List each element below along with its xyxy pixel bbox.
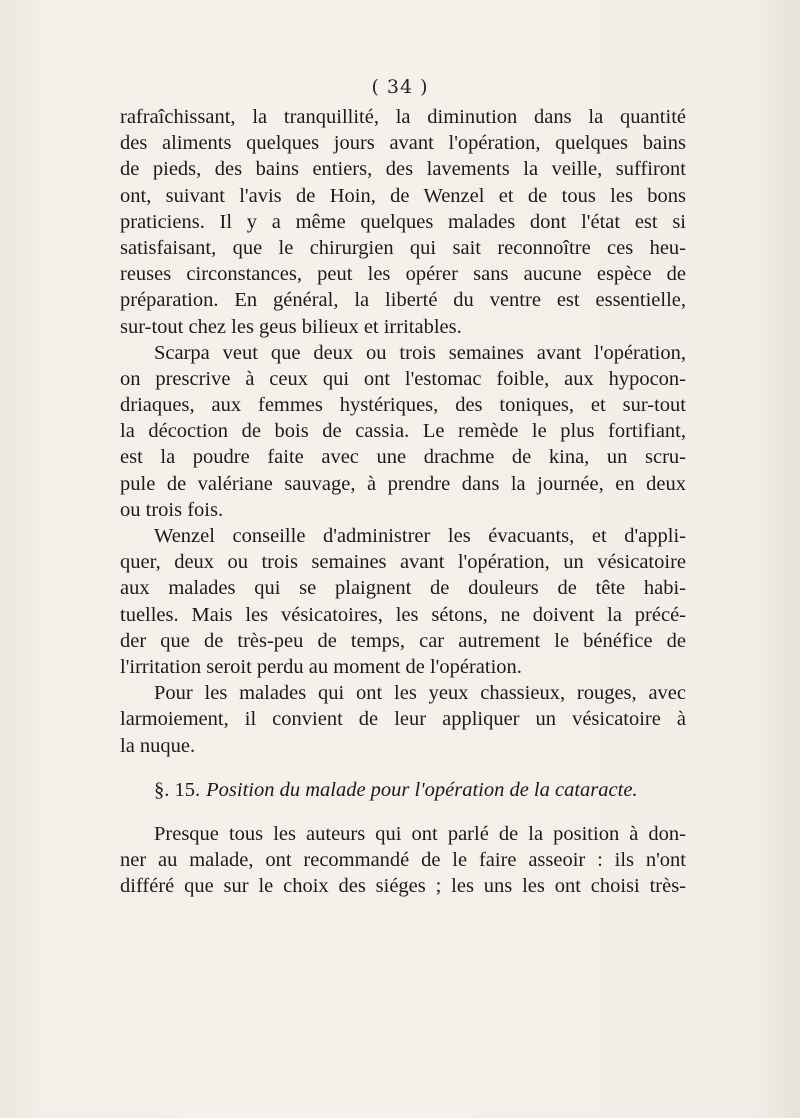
text-line: la nuque.	[120, 734, 196, 757]
text-line: driaques, aux femmes hystériques, des toniques, et sur-tout	[120, 394, 686, 417]
text-line: Scarpa veut que deux ou trois semaines avant l'opération,	[154, 341, 686, 364]
text-line: rafraîchissant, la tranquillité, la diminution dans la quantité	[120, 106, 686, 128]
paragraph-position	[120, 821, 686, 900]
text-line: des aliments quelques jours avant l'opération, quelques bains	[120, 132, 686, 155]
section-title: Position du malade pour l'opération de la cataracte.	[206, 778, 638, 801]
spacer	[120, 803, 686, 821]
text-line: est la poudre faite avec une drachme de kina, un scru-	[120, 446, 686, 469]
text-line: Presque tous les auteurs qui ont parlé de la position à don-	[154, 822, 686, 845]
text-line: Pour les malades qui ont les yeux chassieux, rouges, avec	[154, 682, 686, 705]
spacer	[120, 759, 686, 777]
paragraph-chassieux	[120, 680, 686, 759]
text-line: quer, deux ou trois semaines avant l'opération, un vésicatoire	[120, 551, 686, 574]
paragraph-scarpa	[120, 340, 686, 523]
text-line: la décoction de bois de cassia. Le remède le plus fortifiant,	[120, 420, 686, 443]
text-line: préparation. En général, la liberté du ventre est essentielle,	[120, 289, 686, 312]
text-line: on prescrive à ceux qui ont l'estomac foible, aux hypocon-	[120, 367, 686, 390]
text-line: pule de valériane sauvage, à prendre dans la journée, en deux	[120, 472, 686, 495]
text-line: l'irritation seroit perdu au moment de l'opération.	[120, 655, 522, 678]
text-line: différé que sur le choix des siéges ; les uns les ont choisi très-	[120, 875, 686, 898]
text-line: ner au malade, ont recommandé de le faire asseoir : ils n'ont	[120, 849, 686, 872]
text-line: sur-tout chez les geus bilieux et irritables.	[120, 315, 462, 338]
text-line: ont, suivant l'avis de Hoin, de Wenzel et de tous les bons	[120, 184, 686, 207]
text-line: reuses circonstances, peut les opérer sans aucune espèce de	[120, 263, 686, 286]
text-line: de pieds, des bains entiers, des lavements la veille, suffiront	[120, 158, 686, 181]
text-line: Wenzel conseille d'administrer les évacuants, et d'appli-	[154, 525, 686, 547]
text-line: larmoiement, il convient de leur appliquer un vésicatoire à	[120, 708, 686, 731]
text-line: ou trois fois.	[120, 498, 224, 521]
text-line: der que de très-peu de temps, car autrement le bénéfice de	[120, 629, 686, 652]
section-number: §. 15.	[154, 778, 201, 801]
text-line: satisfaisant, que le chirurgien qui sait reconnoître ces heu-	[120, 236, 686, 259]
body-text	[120, 104, 686, 899]
text-line: aux malades qui se plaignent de douleurs de tête habi-	[120, 577, 686, 600]
section-heading	[120, 777, 686, 803]
page-number: ( 34 )	[371, 76, 429, 98]
text-line: praticiens. Il y a même quelques malades dont l'état est si	[120, 210, 686, 233]
paragraph-wenzel	[120, 523, 686, 680]
text-line: tuelles. Mais les vésicatoires, les sétons, ne doivent la précé-	[120, 603, 686, 626]
paragraph-preparation	[120, 104, 686, 340]
